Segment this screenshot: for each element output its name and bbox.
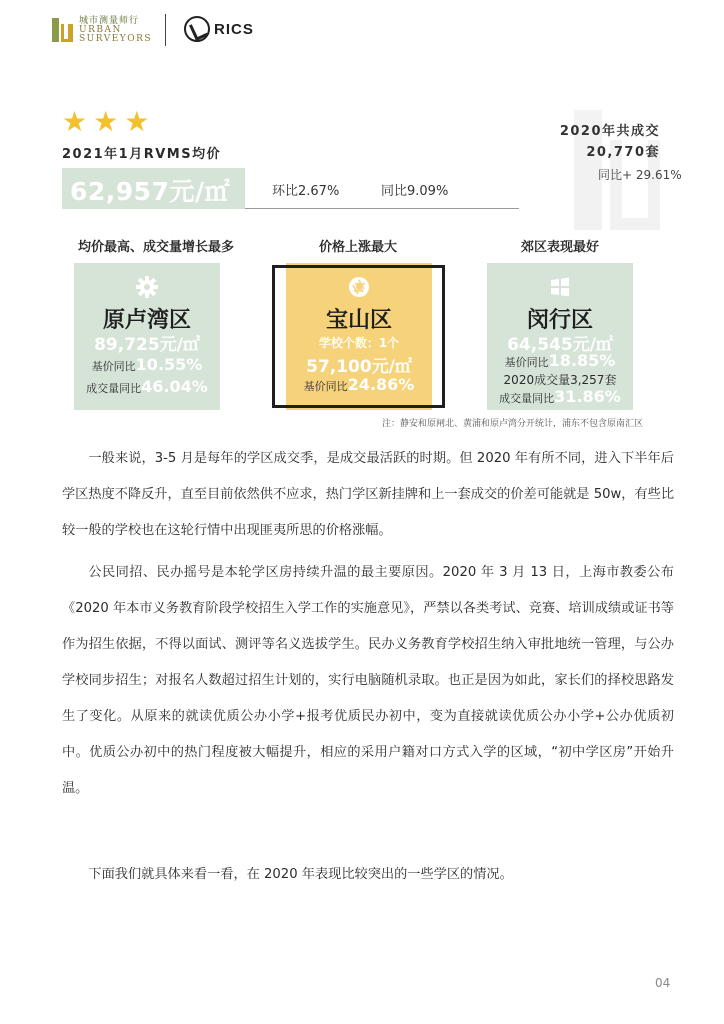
category-label-rise: 价格上涨最大 [318, 240, 397, 255]
volume-yoy-label: 成交量同比 [499, 392, 555, 405]
district-volume-yoy [74, 377, 220, 396]
district-name: 原卢湾区 [102, 308, 191, 333]
district-name: 闵行区 [526, 308, 593, 333]
gear-icon [135, 275, 159, 299]
rics-logo [184, 16, 254, 42]
urban-surveyors-logo-mark [52, 16, 74, 44]
body-paragraph-1: 一般来说，3-5 月是每年的学区成交季，是成交最活跃的时期。但 2020 年有所不同，进入下半年后学区热度不降反升，直至目前依然供不应求，热门学区新挂牌和上一套成交的价差可能就是 50w，有些比较一般的学校也在这轮行情中出现匪夷所思的价格涨幅。 [62, 451, 675, 538]
district-price: 57,100元/㎡ [306, 357, 412, 377]
district-base-yoy [487, 351, 633, 370]
district-price: 64,545元/㎡ [507, 335, 613, 355]
logo-cn-text: 城市测量师行 [79, 15, 140, 26]
category-label-suburb: 郊区表现最好 [520, 240, 599, 255]
district-name: 宝山区 [325, 308, 392, 333]
star-icon: ★ [62, 105, 88, 138]
price-underline [245, 208, 519, 209]
district-volume-yoy [487, 387, 633, 406]
volume-yoy-value: 31.86% [554, 387, 621, 406]
base-yoy-value: 18.85% [548, 351, 616, 370]
rvms-label: 2021年1月RVMS均价 [62, 147, 222, 162]
star-icon: ★ [124, 105, 150, 138]
highlight-frame [272, 265, 445, 408]
windows-icon [548, 275, 572, 299]
base-yoy-label: 基价同比 [303, 380, 348, 393]
annual-total-count: 20,770套 [586, 145, 660, 160]
logo-en-line2: SURVEYORS [79, 33, 153, 44]
star-icon: ★ [93, 105, 119, 138]
rating-stars [62, 105, 150, 138]
school-count: 学校个数：1个 [318, 336, 400, 350]
footnote: 注：静安和原闸北、黄浦和原卢湾分开统计，浦东不包含原南汇区 [382, 419, 644, 429]
rics-text: RICS [214, 20, 254, 38]
base-yoy-value: 10.55% [135, 355, 203, 374]
district-price: 89,725元/㎡ [94, 335, 200, 355]
volume-yoy-label: 成交量同比 [86, 382, 142, 395]
annual-total-yoy: 同比+ 29.61% [598, 168, 682, 182]
rics-lion-icon [184, 16, 210, 42]
base-yoy-value: 24.86% [347, 375, 415, 394]
urban-surveyors-logo [52, 16, 152, 44]
district-card-luwan [74, 263, 220, 410]
district-card-minhang [487, 263, 633, 410]
base-yoy-label: 基价同比 [504, 356, 549, 369]
rvms-price: 62,957元/㎡ [70, 177, 231, 206]
category-label-highest: 均价最高、成交量增长最多 [77, 240, 234, 255]
volume-yoy-value: 46.04% [141, 377, 208, 396]
base-yoy-label: 基价同比 [91, 360, 136, 373]
logo-en-line1: URBAN [79, 24, 122, 35]
mom-change: 环比2.67% [272, 184, 340, 199]
logo-divider [165, 14, 166, 46]
district-base-yoy [74, 355, 220, 374]
yoy-change: 同比9.09% [381, 184, 449, 199]
page-number: 04 [655, 976, 671, 990]
annual-total [560, 120, 660, 160]
district-annual-volume: 2020成交量3,257套 [503, 373, 617, 387]
annual-total-title: 2020年共成交 [559, 124, 660, 139]
body-paragraph-3: 下面我们就具体来看一看，在 2020 年表现比较突出的一些学区的情况。 [88, 867, 513, 882]
body-paragraph-2: 公民同招、民办摇号是本轮学区房持续升温的最主要原因。2020 年 3 月 13 日，上海市教委公布《2020 年本市义务教育阶段学校招生入学工作的实施意见》，严禁以各类考试、竞赛、培训成绩或证书等作为招生依据，不得以面试、测评等名义选拔学生。民办义务教育学校招生纳入审批地统一管理，与公办学校同步招生；对报名人数超过招生计划的，实行电脑随机录取。也正是因为如此，家长们的择校思路发生了变化。从原来的就读优质公办小学+报考优质民办初中，变为直接就读优质公办小学+公办优质初中。优质公办初中的热门程度被大幅提升，相应的采用户籍对口方式入学的区域，“初中学区房”开始升温。 [62, 565, 674, 796]
